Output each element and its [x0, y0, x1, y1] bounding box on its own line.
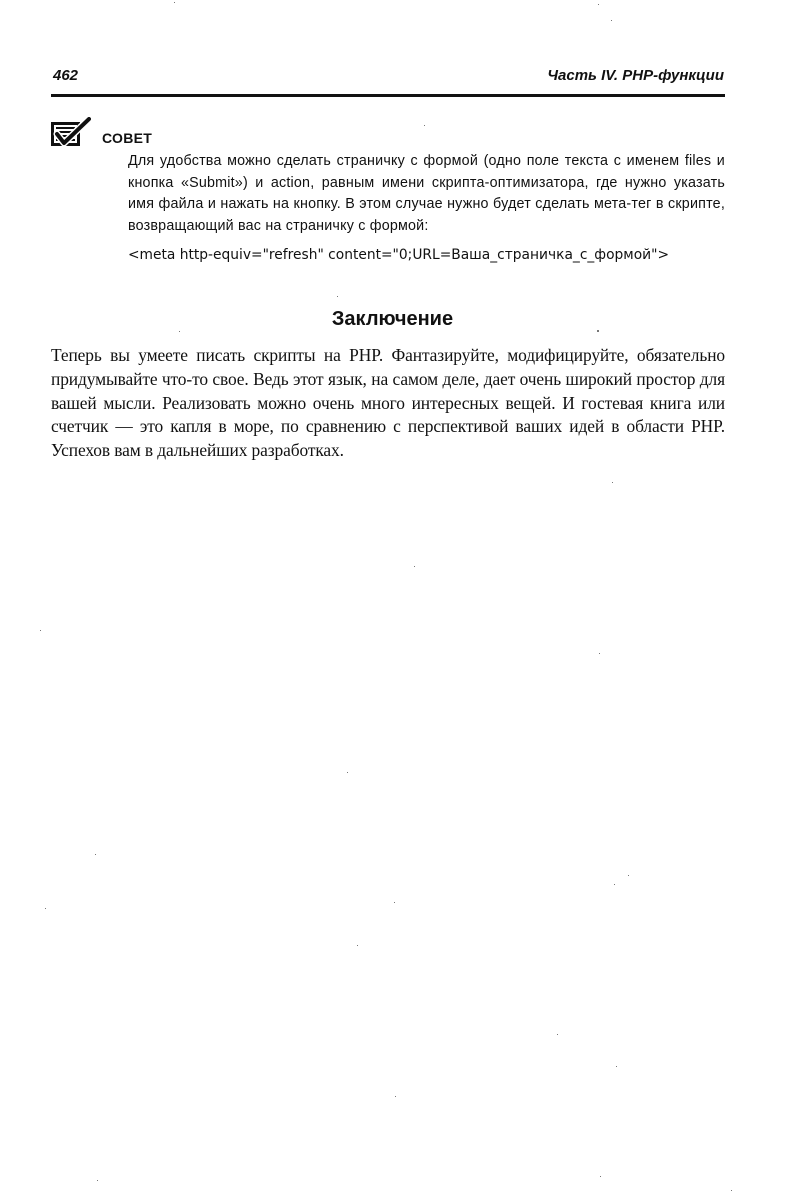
conclusion-paragraph: Теперь вы умеете писать скрипты на PHP. Фантазируйте, модифицируйте, обязательно придумывайте что-то свое. Ведь этот язык, на самом деле, дает очень широкий простор для вашей мысли. Реализовать можно очень много интересных вещей. И гостевая книга или счетчик — это капля в море, по сравнению с перспективой ваших идей в области PHP. Успехов вам в дальнейших разработках. [51, 345, 725, 461]
tip-code-example: <meta http-equiv="refresh" content="0;URL=Ваша_страничка_с_формой"> [128, 247, 670, 263]
section-heading: Заключение [331, 308, 454, 330]
running-title: Часть IV. PHP-функции [547, 67, 724, 84]
page-number: 462 [53, 67, 79, 84]
tip-text: Для удобства можно сделать страничку с формой (одно поле текста с именем files и кнопка «Submit») и action, равным имени скрипта-оптимизатора, где нужно указать имя файла и нажать на кнопку. В этом случае нужно будет сделать мета-тег в скрипте, возвращающий вас на страничку с формой: [128, 153, 725, 234]
tip-label: СОВЕТ [102, 130, 153, 146]
